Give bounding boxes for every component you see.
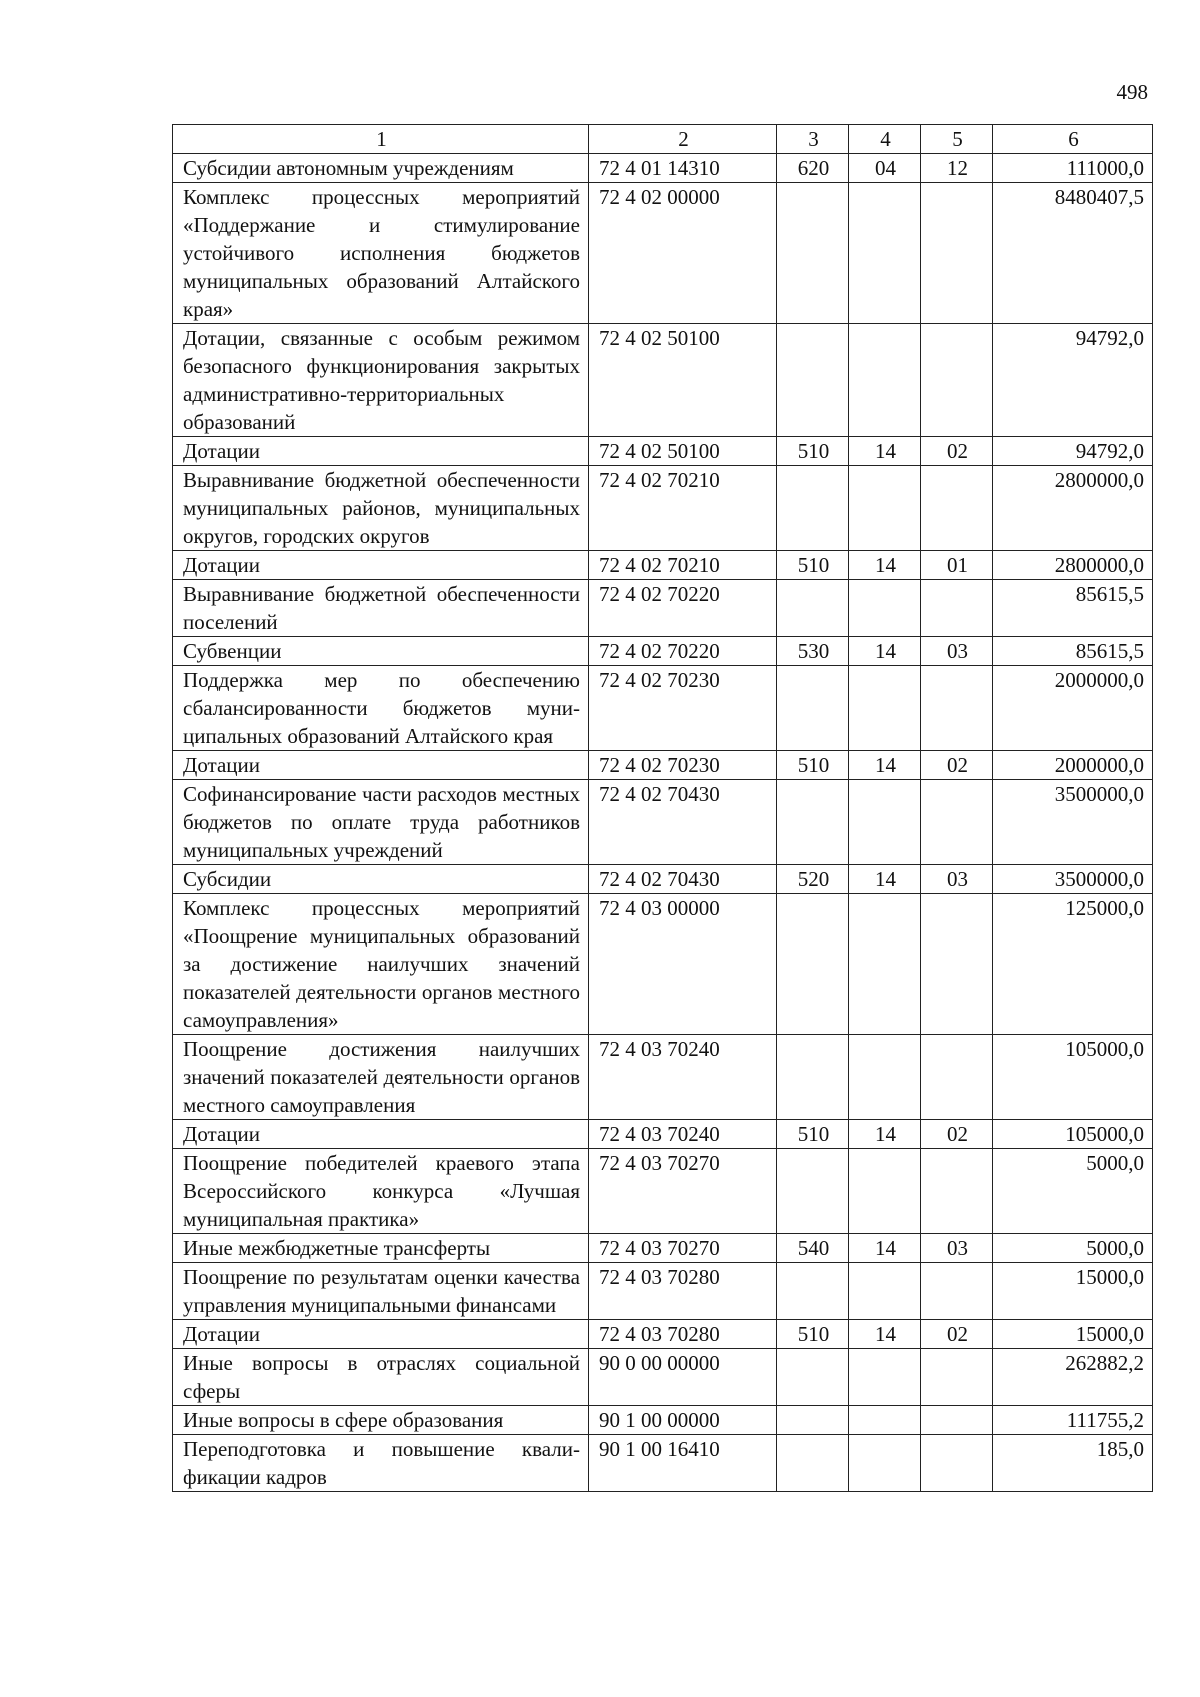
row-pr (921, 780, 993, 865)
row-amount: 3500000,0 (993, 780, 1153, 865)
row-rz: 04 (849, 154, 921, 183)
row-vr (777, 666, 849, 751)
table-row (173, 894, 1153, 1035)
row-code: 72 4 02 70430 (589, 865, 777, 894)
row-vr (777, 1406, 849, 1435)
row-name: Комплекс процессных мероприятий «Поддержание и стимулирование устойчивого исполнения бюджетов муниципальных образований Алтайского края» (173, 183, 589, 324)
row-name: Выравнивание бюджетной обеспеченности муниципальных районов, муниципальных округов, городских округов (173, 466, 589, 551)
row-code: 72 4 03 00000 (589, 894, 777, 1035)
row-pr: 03 (921, 637, 993, 666)
row-code: 72 4 02 70220 (589, 580, 777, 637)
row-name: Дотации (173, 437, 589, 466)
row-amount: 15000,0 (993, 1320, 1153, 1349)
row-pr (921, 1263, 993, 1320)
page-number: 498 (1116, 80, 1148, 104)
row-pr (921, 580, 993, 637)
row-pr (921, 1149, 993, 1234)
row-name: Поощрение победителей краевого этапа Всероссийского конкурса «Лучшая муниципальная практика» (173, 1149, 589, 1234)
table-row (173, 637, 1153, 666)
row-name: Дотации (173, 1120, 589, 1149)
table-row (173, 437, 1153, 466)
row-amount: 5000,0 (993, 1234, 1153, 1263)
row-vr (777, 780, 849, 865)
row-pr (921, 183, 993, 324)
table-row (173, 780, 1153, 865)
row-vr: 510 (777, 1320, 849, 1349)
row-rz: 14 (849, 551, 921, 580)
row-rz (849, 1263, 921, 1320)
row-pr (921, 324, 993, 437)
row-code: 72 4 02 50100 (589, 324, 777, 437)
row-code: 90 1 00 16410 (589, 1435, 777, 1492)
row-rz (849, 666, 921, 751)
row-rz (849, 580, 921, 637)
row-pr (921, 1406, 993, 1435)
row-pr (921, 1035, 993, 1120)
row-rz: 14 (849, 751, 921, 780)
row-rz (849, 1435, 921, 1492)
row-rz: 14 (849, 637, 921, 666)
row-amount: 2800000,0 (993, 466, 1153, 551)
row-name: Дотации (173, 1320, 589, 1349)
row-name: Поощрение по результатам оценки качества управления муниципальными финансами (173, 1263, 589, 1320)
row-rz (849, 466, 921, 551)
table-row (173, 751, 1153, 780)
row-vr: 510 (777, 437, 849, 466)
table-row (173, 551, 1153, 580)
row-vr (777, 1035, 849, 1120)
row-code: 72 4 01 14310 (589, 154, 777, 183)
row-name: Иные межбюджетные трансферты (173, 1234, 589, 1263)
row-amount: 3500000,0 (993, 865, 1153, 894)
row-vr: 530 (777, 637, 849, 666)
table-row (173, 1234, 1153, 1263)
row-code: 72 4 03 70280 (589, 1263, 777, 1320)
row-rz (849, 894, 921, 1035)
row-name: Дотации (173, 551, 589, 580)
row-name: Софинансирование части расходов местных бюджетов по оплате труда работников муниципальных учреждений (173, 780, 589, 865)
row-name: Дотации (173, 751, 589, 780)
row-pr (921, 1349, 993, 1406)
header-col-2: 2 (589, 125, 777, 154)
row-vr (777, 894, 849, 1035)
row-pr: 02 (921, 1320, 993, 1349)
row-vr (777, 1149, 849, 1234)
row-amount: 15000,0 (993, 1263, 1153, 1320)
row-pr: 01 (921, 551, 993, 580)
row-amount: 8480407,5 (993, 183, 1153, 324)
row-rz (849, 1349, 921, 1406)
row-code: 90 0 00 00000 (589, 1349, 777, 1406)
row-code: 72 4 02 70220 (589, 637, 777, 666)
row-code: 72 4 02 50100 (589, 437, 777, 466)
row-code: 72 4 02 70210 (589, 466, 777, 551)
row-rz (849, 324, 921, 437)
table-header-row (173, 125, 1153, 154)
table-row (173, 580, 1153, 637)
row-code: 72 4 03 70240 (589, 1120, 777, 1149)
row-pr (921, 894, 993, 1035)
row-code: 90 1 00 00000 (589, 1406, 777, 1435)
table-row (173, 154, 1153, 183)
row-pr: 02 (921, 751, 993, 780)
row-vr: 510 (777, 551, 849, 580)
row-vr: 510 (777, 1120, 849, 1149)
row-amount: 94792,0 (993, 437, 1153, 466)
table-row (173, 1263, 1153, 1320)
row-pr (921, 466, 993, 551)
header-col-3: 3 (777, 125, 849, 154)
table-row (173, 1149, 1153, 1234)
row-amount: 105000,0 (993, 1120, 1153, 1149)
row-pr (921, 1435, 993, 1492)
table-row (173, 1349, 1153, 1406)
row-code: 72 4 02 00000 (589, 183, 777, 324)
header-col-6: 6 (993, 125, 1153, 154)
row-vr (777, 1263, 849, 1320)
row-pr (921, 666, 993, 751)
row-amount: 85615,5 (993, 637, 1153, 666)
row-vr: 510 (777, 751, 849, 780)
row-rz (849, 1406, 921, 1435)
row-amount: 185,0 (993, 1435, 1153, 1492)
row-pr: 12 (921, 154, 993, 183)
row-amount: 85615,5 (993, 580, 1153, 637)
row-rz (849, 1149, 921, 1234)
row-code: 72 4 02 70430 (589, 780, 777, 865)
row-rz (849, 183, 921, 324)
row-amount: 262882,2 (993, 1349, 1153, 1406)
row-amount: 111755,2 (993, 1406, 1153, 1435)
budget-table (172, 124, 1153, 1492)
row-amount: 2800000,0 (993, 551, 1153, 580)
row-amount: 105000,0 (993, 1035, 1153, 1120)
row-name: Дотации, связанные с особым режимом безопасного функционирования закрытых административно-территориальных образований (173, 324, 589, 437)
row-rz: 14 (849, 437, 921, 466)
row-rz: 14 (849, 1320, 921, 1349)
row-name: Иные вопросы в сфере образования (173, 1406, 589, 1435)
row-pr: 03 (921, 865, 993, 894)
table-row (173, 666, 1153, 751)
row-amount: 5000,0 (993, 1149, 1153, 1234)
table-row (173, 183, 1153, 324)
row-vr (777, 183, 849, 324)
row-name: Поощрение достижения наилучших значений показателей деятельности органов местного самоуправления (173, 1035, 589, 1120)
row-vr (777, 1435, 849, 1492)
row-amount: 94792,0 (993, 324, 1153, 437)
table-row (173, 1435, 1153, 1492)
row-code: 72 4 02 70210 (589, 551, 777, 580)
row-name: Субсидии (173, 865, 589, 894)
table-row (173, 1320, 1153, 1349)
row-code: 72 4 03 70240 (589, 1035, 777, 1120)
table-row (173, 1120, 1153, 1149)
table-row (173, 1035, 1153, 1120)
row-rz (849, 780, 921, 865)
row-pr: 02 (921, 1120, 993, 1149)
row-code: 72 4 03 70270 (589, 1234, 777, 1263)
row-rz: 14 (849, 1120, 921, 1149)
row-code: 72 4 03 70280 (589, 1320, 777, 1349)
table-row (173, 466, 1153, 551)
header-col-1: 1 (173, 125, 589, 154)
row-rz: 14 (849, 1234, 921, 1263)
table-body (173, 154, 1153, 1492)
row-amount: 2000000,0 (993, 666, 1153, 751)
table-row (173, 865, 1153, 894)
row-amount: 2000000,0 (993, 751, 1153, 780)
row-name: Переподготовка и повышение квалификации кадров (173, 1435, 589, 1492)
row-pr: 02 (921, 437, 993, 466)
row-code: 72 4 02 70230 (589, 666, 777, 751)
row-amount: 111000,0 (993, 154, 1153, 183)
row-vr (777, 1349, 849, 1406)
row-vr (777, 466, 849, 551)
row-vr: 540 (777, 1234, 849, 1263)
row-vr (777, 324, 849, 437)
row-name: Субвенции (173, 637, 589, 666)
row-code: 72 4 02 70230 (589, 751, 777, 780)
header-col-4: 4 (849, 125, 921, 154)
row-name: Поддержка мер по обеспечению сбалансированности бюджетов муниципальных образований Алтайского края (173, 666, 589, 751)
table-row (173, 1406, 1153, 1435)
row-name: Комплекс процессных мероприятий «Поощрение муниципальных образований за достижение наилучших значений показателей деятельности органов местного самоуправления» (173, 894, 589, 1035)
row-name: Иные вопросы в отраслях социальной сферы (173, 1349, 589, 1406)
row-vr: 520 (777, 865, 849, 894)
row-name: Выравнивание бюджетной обеспеченности поселений (173, 580, 589, 637)
row-pr: 03 (921, 1234, 993, 1263)
row-code: 72 4 03 70270 (589, 1149, 777, 1234)
table-row (173, 324, 1153, 437)
row-amount: 125000,0 (993, 894, 1153, 1035)
row-vr: 620 (777, 154, 849, 183)
row-rz: 14 (849, 865, 921, 894)
row-vr (777, 580, 849, 637)
header-col-5: 5 (921, 125, 993, 154)
row-rz (849, 1035, 921, 1120)
row-name: Субсидии автономным учреждениям (173, 154, 589, 183)
